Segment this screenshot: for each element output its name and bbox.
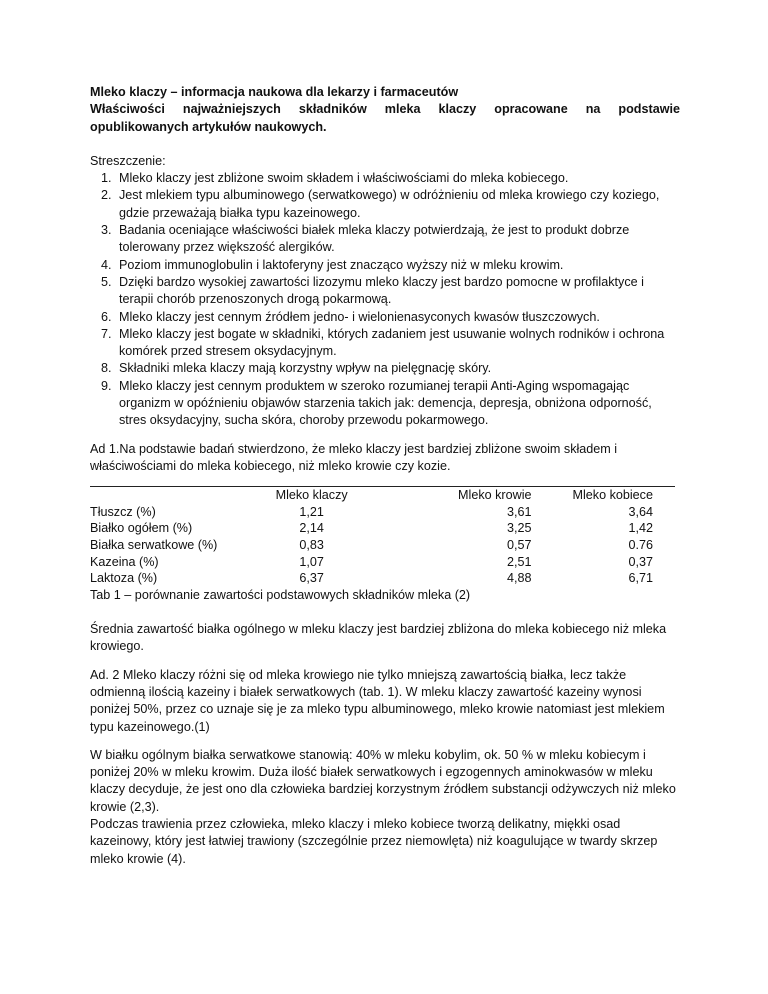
summary-item-3: 3. Badania oceniające właściwości białek mleka klaczy potwierdzają, że jest to produkt dobrze tolerowany przez większość alergików. [115, 222, 680, 257]
table-row [90, 554, 675, 571]
table-caption: Tab 1 – porównanie zawartości podstawowych składników mleka (2) [90, 587, 471, 602]
summary-item-2: 2. Jest mlekiem typu albuminowego (serwatkowego) w odróżnieniu od mleka krowiego czy koziego, gdzie przeważają białka typu kazeinowego. [115, 187, 680, 222]
cell-value: 3,61 [507, 504, 532, 519]
document-page [90, 84, 680, 879]
table-row [90, 520, 675, 537]
ad2-paragraph: Ad. 2 Mleko klaczy różni się od mleka krowiego nie tylko mniejszą zawartością białka, lecz także odmienną ilością kazeiny i białek serwatkowych (tab. 1). W mleku klaczy zawartość kazeiny wynosi poniżej 50%, przez co uznaje się je za mleko typu albuminowego, mleko krowie natomiast jest mlekiem typu kazeinowego.(1) [90, 667, 665, 734]
summary-item-4: 4. Poziom immunoglobulin i laktoferyny jest znacząco wyższy niż w mleku krowim. [115, 257, 680, 274]
column-header-mare: Mleko klaczy [254, 487, 369, 504]
row-label: Laktoza (%) [90, 571, 158, 586]
summary-item-9: 9. Mleko klaczy jest cennym produktem w szeroko rozumianej terapii Anti-Aging wspomagając organizm w opóźnieniu objawów starzenia takich jak: demencja, depresja, obniżona odporność, stres oksydacyjny, sucha skóra, choroby przewodu pokarmowego. [115, 378, 680, 430]
cell-value: 0,57 [507, 538, 532, 553]
row-label: Białko ogółem (%) [90, 521, 193, 536]
protein-paragraph: Średnia zawartość białka ogólnego w mleku klaczy jest bardziej zbliżona do mleka kobiecego niż mleka krowiego. [90, 622, 667, 654]
composition-table [90, 486, 675, 587]
ad1-paragraph: Ad 1.Na podstawie badań stwierdzono, że mleko klaczy jest bardziej zbliżone swoim składem i właściwościami do mleka kobiecego, niż mleko krowie czy kozie. [90, 441, 618, 473]
summary-item-7: 7. Mleko klaczy jest bogate w składniki, których zadaniem jest usuwanie wolnych rodników i ochrona komórek przed stresem oksydacyjnym. [115, 326, 680, 361]
cell-value: 0.76 [628, 538, 653, 553]
cell-value: 0,83 [299, 538, 324, 553]
cell-value: 3,64 [628, 504, 653, 519]
column-header-human: Mleko kobiece [552, 487, 675, 504]
cell-value: 2,14 [299, 521, 324, 536]
digestion-paragraph: Podczas trawienia przez człowieka, mleko klaczy i mleko kobiece tworzą delikatny, miękki osad kazeinowy, który jest łatwiej trawiony (szczególnie przez niemowlęta) niż koagulujące w twardy skrzep mleko krowie (4). [90, 817, 658, 866]
document-title: Mleko klaczy – informacja naukowa dla lekarzy i farmaceutów [90, 85, 459, 99]
summary-item-1: 1. Mleko klaczy jest zbliżone swoim składem i właściwościami do mleka kobiecego. [115, 170, 680, 187]
cell-value: 1,07 [299, 554, 324, 569]
table-row [90, 504, 675, 521]
cell-value: 0,37 [628, 554, 653, 569]
table-row [90, 537, 675, 554]
cell-value: 1,42 [628, 521, 653, 536]
cell-value: 1,21 [299, 504, 324, 519]
summary-item-6: 6. Mleko klaczy jest cennym źródłem jedno- i wielonienasyconych kwasów tłuszczowych. [115, 309, 680, 326]
cell-value: 4,88 [507, 571, 532, 586]
cell-value: 2,51 [507, 554, 532, 569]
document-subtitle: Właściwości najważniejszych składników mleka klaczy opracowane na podstawie opublikowanych artykułów naukowych. [90, 102, 680, 134]
row-label: Białka serwatkowe (%) [90, 538, 218, 553]
cell-value: 6,71 [628, 571, 653, 586]
cell-value: 6,37 [299, 571, 324, 586]
whey-paragraph: W białku ogólnym białka serwatkowe stanowią: 40% w mleku kobylim, ok. 50 % w mleku kobiecym i poniżej 20% w mleku krowim. Duża ilość białek serwatkowych i egzogennych aminokwasów w mleku klaczy decyduje, że jest ono dla człowieka bardziej korzystnym źródłem substancji odżywczych niż mleko krowie (2,3). [90, 747, 676, 814]
row-label: Tłuszcz (%) [90, 504, 156, 519]
table-row [90, 570, 675, 587]
cell-value: 3,25 [507, 521, 532, 536]
row-label: Kazeina (%) [90, 554, 159, 569]
summary-item-5: 5. Dzięki bardzo wysokiej zawartości lizozymu mleko klaczy jest bardzo pomocne w profilaktyce i terapii chorób przenoszonych drogą pokarmową. [115, 274, 680, 309]
table-corner-cell [90, 487, 254, 504]
summary-heading: Streszczenie: [90, 153, 166, 168]
summary-list [90, 170, 680, 429]
column-header-cow: Mleko krowie [369, 487, 551, 504]
table-header-row [90, 487, 675, 504]
summary-item-8: 8. Składniki mleka klaczy mają korzystny wpływ na pielęgnację skóry. [115, 360, 680, 377]
